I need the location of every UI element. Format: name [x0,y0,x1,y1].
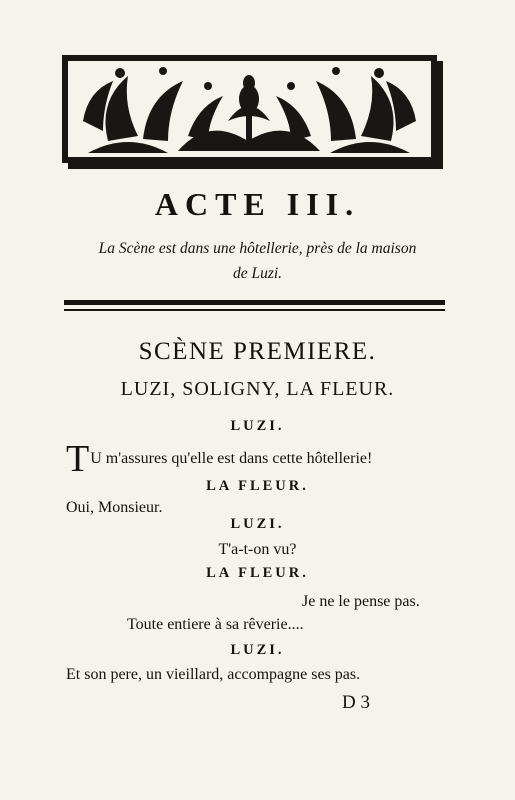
verse-line-3: T'a-t-on vu? [218,541,297,558]
verse-line-6: Et son pere, un vieillard, accompagne ses pas. [66,666,361,683]
drop-cap: T [66,438,90,480]
speaker-label: LUZI. [230,516,285,532]
divider-thick [64,300,445,305]
floral-ornament-icon [62,55,437,163]
verse-line-1 [66,440,372,478]
verse-line-2: Oui, Monsieur. [66,499,163,516]
verse-line-4: Je ne le pense pas. [302,593,420,610]
verse-text: U m'assures qu'elle est dans cette hôtellerie! [90,450,373,467]
divider-thin [64,309,445,311]
scene-setting [50,236,465,286]
speaker-label: LUZI. [230,418,285,434]
speaker-label: LA FLEUR. [206,478,309,494]
speaker-label: LA FLEUR. [206,565,309,581]
speaker-label: LUZI. [230,642,285,658]
setting-line-2: de Luzi. [232,265,283,282]
signature-mark: D 3 [342,692,370,713]
act-title: ACTE III. [154,186,361,222]
scene-title: SCÈNE PREMIERE. [138,338,377,365]
verse-line-5: Toute entiere à sa rêverie.... [127,616,304,633]
setting-line-1: La Scène est dans une hôtellerie, près de la maison [98,240,417,257]
character-list: LUZI, SOLIGNY, LA FLEUR. [120,378,395,400]
